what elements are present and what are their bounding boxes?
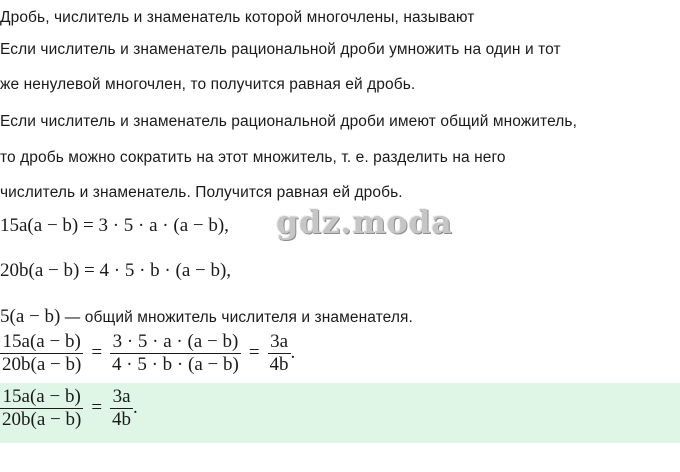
fraction-1 — [0, 331, 83, 376]
common-factor-text: — общий множитель числителя и знаменателя. — [64, 309, 413, 326]
fraction-3 — [268, 331, 291, 376]
fraction-3-numerator: 3a — [270, 331, 289, 352]
common-factor: 5(a − b) — [0, 306, 61, 327]
watermark-logo: gdz.moda — [276, 203, 453, 241]
text-line-6: числитель и знаменатель. Получится равная ей дробь. — [0, 184, 403, 201]
fraction-2-numerator: 3 · 5 · a · (a − b) — [112, 331, 239, 352]
period: . — [133, 396, 138, 418]
equals-sign: = — [91, 396, 103, 418]
fraction-1-numerator: 15a(a − b) — [2, 331, 81, 352]
fraction-2-denominator: 4 · 5 · b · (a − b) — [112, 354, 239, 375]
fraction-equation-1 — [0, 331, 295, 376]
fraction-4 — [0, 386, 83, 431]
text-line-5: то дробь можно сократить на этот множитель, т. е. разделить на него — [0, 149, 506, 166]
text-line-4: Если числитель и знаменатель рациональной дроби имеют общий множитель, — [0, 113, 578, 130]
equation-1: 15a(a − b) = 3 · 5 · a · (a − b), — [0, 215, 229, 236]
text-line-1: Дробь, числитель и знаменатель которой многочлены, называют — [0, 9, 475, 26]
fraction-equation-2 — [0, 386, 138, 431]
fraction-4-denominator: 20b(a − b) — [2, 409, 82, 430]
text-line-2: Если числитель и знаменатель рациональной дроби умножить на один и тот — [0, 41, 561, 58]
fraction-5-denominator: 4b — [112, 409, 132, 430]
text-line-3: же ненулевой многочлен, то получится равная ей дробь. — [0, 76, 416, 93]
equation-2: 20b(a − b) = 4 · 5 · b · (a − b), — [0, 260, 232, 281]
fraction-5 — [110, 386, 133, 431]
common-factor-line — [0, 306, 413, 328]
equals-sign: = — [91, 341, 103, 363]
period: . — [290, 341, 296, 363]
equals-sign: = — [248, 341, 260, 363]
fraction-4-numerator: 15a(a − b) — [2, 386, 81, 407]
fraction-2 — [110, 331, 241, 376]
fraction-5-numerator: 3a — [112, 386, 131, 407]
fraction-3-denominator: 4b — [269, 354, 289, 375]
fraction-1-denominator: 20b(a − b) — [2, 354, 82, 375]
